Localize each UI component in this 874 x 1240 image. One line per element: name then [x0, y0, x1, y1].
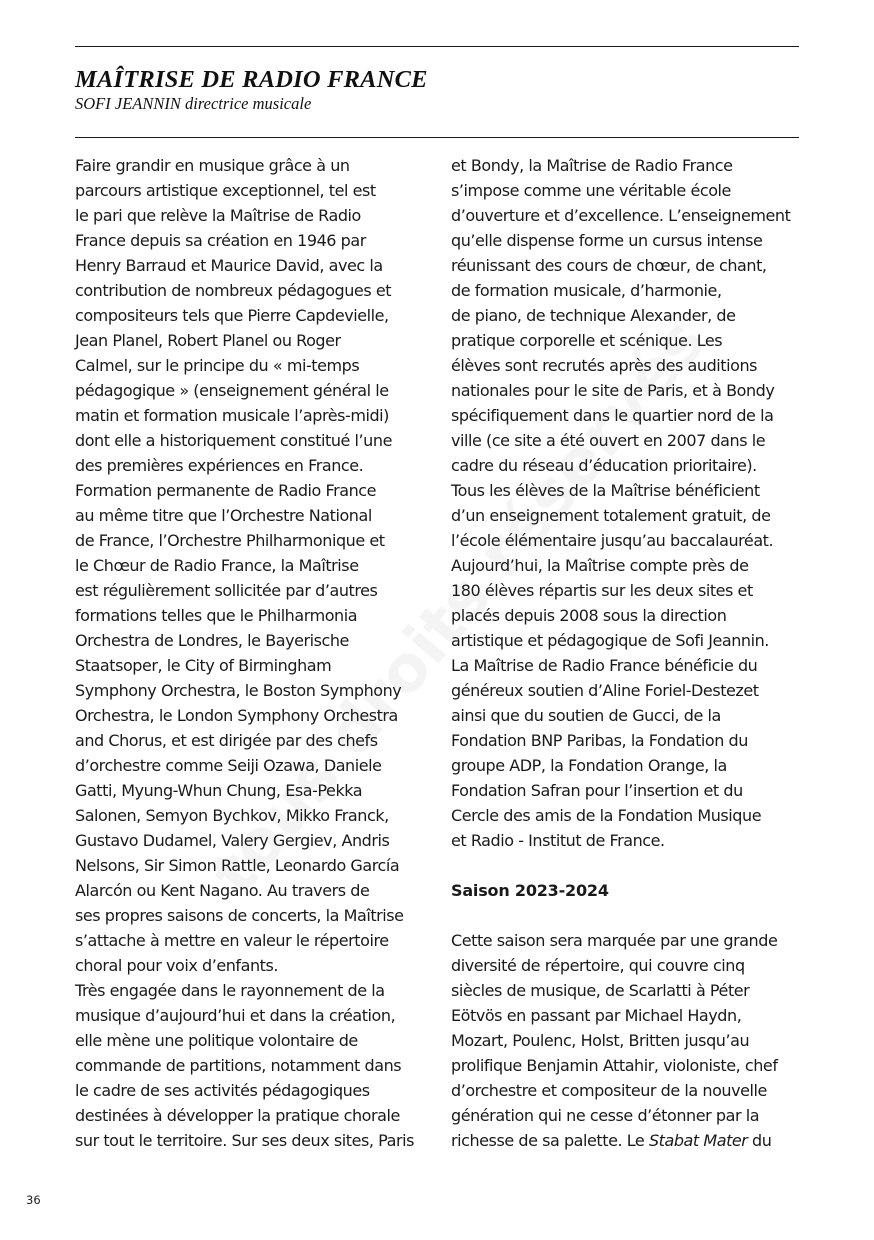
text-line: Cercle des amis de la Fondation Musique [451, 806, 762, 825]
text-line: élèves sont recrutés après des auditions [451, 356, 758, 375]
text-line: Très engagée dans le rayonnement de la [75, 981, 385, 1000]
text-line: Fondation BNP Paribas, la Fondation du [451, 731, 748, 750]
text-line [451, 1128, 806, 1153]
text-line: 180 élèves répartis sur les deux sites et [451, 581, 753, 600]
text-line: d’orchestre comme Seiji Ozawa, Daniele [75, 756, 382, 775]
text-line: pédagogique » (enseignement général le [75, 381, 389, 400]
text-line: cadre du réseau d’éducation prioritaire). [451, 456, 757, 475]
text-line: France depuis sa création en 1946 par [75, 231, 366, 250]
text-line: qu’elle dispense forme un cursus intense [451, 231, 763, 250]
text-line: le cadre de ses activités pédagogiques [75, 1081, 370, 1100]
text-line: de piano, de technique Alexander, de [451, 306, 736, 325]
text-line: de formation musicale, d’harmonie, [451, 281, 722, 300]
text-line: Eötvös en passant par Michael Haydn, [451, 1006, 742, 1025]
text-run: du [747, 1131, 772, 1150]
text-line: prolifique Benjamin Attahir, violoniste, chef [451, 1056, 778, 1075]
text-line: génération qui ne cesse d’étonner par la [451, 1106, 760, 1125]
text-line: Cette saison sera marquée par une grande [451, 931, 778, 950]
text-line: Formation permanente de Radio France [75, 481, 376, 500]
text-line: Fondation Safran pour l’insertion et du [451, 781, 743, 800]
text-run: richesse de sa palette. Le [451, 1131, 649, 1150]
text-line: Calmel, sur le principe du « mi-temps [75, 356, 360, 375]
paragraph-block [451, 153, 806, 853]
text-line: est régulièrement sollicitée par d’autres [75, 581, 378, 600]
text-line: commande de partitions, notamment dans [75, 1056, 402, 1075]
text-line: Mozart, Poulenc, Holst, Britten jusqu’au [451, 1031, 750, 1050]
text-line: au même titre que l’Orchestre National [75, 506, 372, 525]
page-title: MAÎTRISE DE RADIO FRANCE [75, 66, 428, 93]
text-line: ses propres saisons de concerts, la Maîtrise [75, 906, 404, 925]
top-rule [75, 46, 799, 47]
text-line: groupe ADP, la Fondation Orange, la [451, 756, 727, 775]
text-line: l’école élémentaire jusqu’au baccalauréat. [451, 531, 774, 550]
text-line: Aujourd’hui, la Maîtrise compte près de [451, 556, 749, 575]
text-line: Symphony Orchestra, le Boston Symphony [75, 681, 402, 700]
text-line: le Chœur de Radio France, la Maîtrise [75, 556, 359, 575]
text-line: réunissant des cours de chœur, de chant, [451, 256, 767, 275]
paragraph-block [451, 928, 806, 1128]
text-line: Alarcón ou Kent Nagano. Au travers de [75, 881, 370, 900]
text-line: de France, l’Orchestre Philharmonique et [75, 531, 385, 550]
text-line: le pari que relève la Maîtrise de Radio [75, 206, 361, 225]
text-line: Orchestra de Londres, le Bayerische [75, 631, 349, 650]
text-line: s’attache à mettre en valeur le répertoire [75, 931, 389, 950]
text-line: Staatsoper, le City of Birmingham [75, 656, 332, 675]
text-line: contribution de nombreux pédagogues et [75, 281, 392, 300]
text-line: Orchestra, le London Symphony Orchestra [75, 706, 398, 725]
text-line: s’impose comme une véritable école [451, 181, 731, 200]
text-line: formations telles que le Philharmonia [75, 606, 358, 625]
text-line: elle mène une politique volontaire de [75, 1031, 358, 1050]
text-line: diversité de répertoire, qui couvre cinq [451, 956, 745, 975]
text-line: d’ouverture et d’excellence. L’enseignement [451, 206, 791, 225]
text-line: Tous les élèves de la Maîtrise bénéficient [451, 481, 760, 500]
text-line: Salonen, Semyon Bychkov, Mikko Franck, [75, 806, 389, 825]
body-column-right [451, 153, 806, 1153]
text-line: et Bondy, la Maîtrise de Radio France [451, 156, 733, 175]
text-line: Gatti, Myung-Whun Chung, Esa-Pekka [75, 781, 363, 800]
page-subtitle: SOFI JEANNIN directrice musicale [75, 94, 312, 113]
text-line: placés depuis 2008 sous la direction [451, 606, 727, 625]
spacer [451, 853, 806, 878]
text-line: parcours artistique exceptionnel, tel est [75, 181, 376, 200]
work-title: Stabat Mater [648, 1131, 748, 1150]
text-line: Jean Planel, Robert Planel ou Roger [75, 331, 341, 350]
text-line: matin et formation musicale l’après-midi) [75, 406, 389, 425]
text-line: dont elle a historiquement constitué l’une [75, 431, 392, 450]
text-line: ville (ce site a été ouvert en 2007 dans le [451, 431, 766, 450]
text-line: La Maîtrise de Radio France bénéficie du [451, 656, 758, 675]
text-line: spécifiquement dans le quartier nord de la [451, 406, 774, 425]
header-rule [75, 137, 799, 138]
text-line: pratique corporelle et scénique. Les [451, 331, 723, 350]
text-line: musique d’aujourd’hui et dans la création, [75, 1006, 396, 1025]
body-column-left [75, 153, 435, 1153]
page-number: 36 [26, 1193, 41, 1207]
text-line: artistique et pédagogique de Sofi Jeannin. [451, 631, 769, 650]
text-line: d’orchestre et compositeur de la nouvelle [451, 1081, 767, 1100]
text-line: et Radio - Institut de France. [451, 831, 665, 850]
text-line: Henry Barraud et Maurice David, avec la [75, 256, 383, 275]
article-header [75, 66, 799, 114]
text-line: Gustavo Dudamel, Valery Gergiev, Andris [75, 831, 390, 850]
section-heading: Saison 2023-2024 [451, 881, 609, 900]
text-line: nationales pour le site de Paris, et à Bondy [451, 381, 775, 400]
text-line: d’un enseignement totalement gratuit, de [451, 506, 771, 525]
spacer [451, 903, 806, 928]
text-line: compositeurs tels que Pierre Capdevielle, [75, 306, 389, 325]
text-line: and Chorus, et est dirigée par des chefs [75, 731, 378, 750]
text-line: Faire grandir en musique grâce à un [75, 156, 350, 175]
text-line: sur tout le territoire. Sur ses deux sites, Paris [75, 1131, 414, 1150]
text-line: choral pour voix d’enfants. [75, 956, 278, 975]
text-line: généreux soutien d’Aline Foriel-Destezet [451, 681, 759, 700]
text-line: ainsi que du soutien de Gucci, de la [451, 706, 721, 725]
text-line: destinées à développer la pratique chorale [75, 1106, 400, 1125]
text-line: siècles de musique, de Scarlatti à Péter [451, 981, 750, 1000]
text-line: des premières expériences en France. [75, 456, 364, 475]
text-line: Nelsons, Sir Simon Rattle, Leonardo García [75, 856, 400, 875]
